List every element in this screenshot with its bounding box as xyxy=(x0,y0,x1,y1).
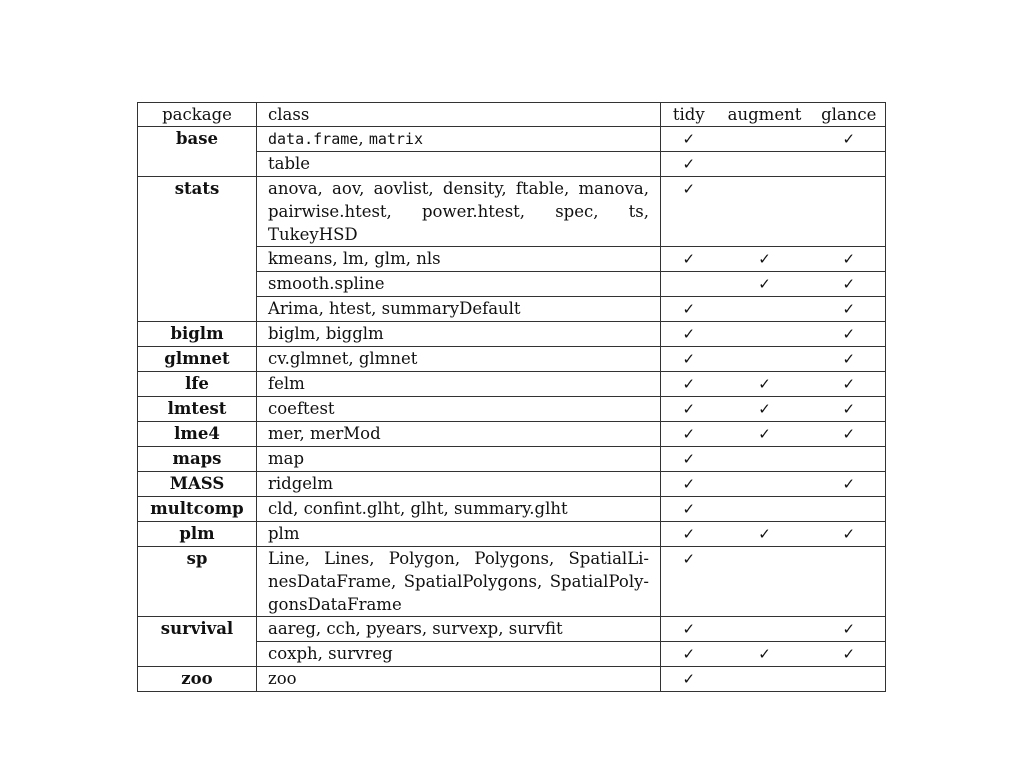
header-row xyxy=(138,103,886,127)
check-icon: ✓ xyxy=(842,645,856,663)
class-cell: zoo xyxy=(257,667,661,692)
check-icon: ✓ xyxy=(758,275,771,293)
augment-cell xyxy=(717,547,813,617)
check-icon: ✓ xyxy=(682,500,696,518)
package-cell: survival xyxy=(138,617,257,667)
tidy-cell xyxy=(661,347,717,372)
check-icon: ✓ xyxy=(842,300,856,318)
package-cell: plm xyxy=(138,522,257,547)
tidy-cell xyxy=(661,422,717,447)
table-row xyxy=(138,347,886,372)
class-cell: kmeans, lm, glm, nls xyxy=(257,247,661,272)
tidy-cell xyxy=(661,127,717,152)
check-icon: ✓ xyxy=(682,425,696,443)
augment-cell xyxy=(717,322,813,347)
check-icon: ✓ xyxy=(758,425,771,443)
check-icon: ✓ xyxy=(842,475,856,493)
check-icon: ✓ xyxy=(758,525,771,543)
header-package: package xyxy=(138,103,257,127)
table-row xyxy=(138,667,886,692)
table-row xyxy=(138,422,886,447)
check-icon: ✓ xyxy=(682,450,696,468)
class-cell: aareg, cch, pyears, survexp, survfit xyxy=(257,617,661,642)
class-code: matrix xyxy=(368,130,423,148)
class-cell: map xyxy=(257,447,661,472)
augment-cell xyxy=(717,297,813,322)
augment-cell xyxy=(717,177,813,247)
package-cell: biglm xyxy=(138,322,257,347)
check-icon: ✓ xyxy=(682,400,696,418)
glance-cell xyxy=(813,127,886,152)
class-cell: anova, aov, aovlist, density, ftable, manova, pairwise.htest, power.htest, spec, ts, TukeyHSD xyxy=(257,177,661,247)
check-icon: ✓ xyxy=(842,525,856,543)
package-cell: lmtest xyxy=(138,397,257,422)
class-cell: table xyxy=(257,152,661,177)
augment-cell xyxy=(717,522,813,547)
check-icon: ✓ xyxy=(682,645,696,663)
glance-cell xyxy=(813,297,886,322)
check-icon: ✓ xyxy=(682,155,696,173)
check-icon: ✓ xyxy=(682,130,696,148)
class-code: data.frame xyxy=(268,130,359,148)
augment-cell xyxy=(717,497,813,522)
check-icon: ✓ xyxy=(842,275,856,293)
augment-cell xyxy=(717,667,813,692)
augment-cell xyxy=(717,642,813,667)
check-icon: ✓ xyxy=(682,250,696,268)
augment-cell xyxy=(717,447,813,472)
tidy-cell xyxy=(661,642,717,667)
package-cell: lme4 xyxy=(138,422,257,447)
check-icon: ✓ xyxy=(682,350,696,368)
augment-cell xyxy=(717,247,813,272)
tidy-cell xyxy=(661,497,717,522)
table-row xyxy=(138,177,886,247)
glance-cell xyxy=(813,547,886,617)
check-icon: ✓ xyxy=(682,375,696,393)
check-icon: ✓ xyxy=(842,350,856,368)
augment-cell xyxy=(717,397,813,422)
glance-cell xyxy=(813,152,886,177)
tidy-cell xyxy=(661,322,717,347)
class-cell: ridgelm xyxy=(257,472,661,497)
check-icon: ✓ xyxy=(842,400,856,418)
table-row xyxy=(138,447,886,472)
augment-cell xyxy=(717,152,813,177)
glance-cell xyxy=(813,247,886,272)
check-icon: ✓ xyxy=(682,620,696,638)
augment-cell xyxy=(717,617,813,642)
tidy-cell xyxy=(661,297,717,322)
augment-cell xyxy=(717,422,813,447)
glance-cell xyxy=(813,272,886,297)
check-icon: ✓ xyxy=(758,250,771,268)
check-icon: ✓ xyxy=(758,645,771,663)
tidy-cell xyxy=(661,472,717,497)
class-cell: plm xyxy=(257,522,661,547)
package-cell: stats xyxy=(138,177,257,322)
package-cell: glmnet xyxy=(138,347,257,372)
glance-cell xyxy=(813,447,886,472)
check-icon: ✓ xyxy=(682,550,696,568)
glance-cell xyxy=(813,642,886,667)
class-cell: coeftest xyxy=(257,397,661,422)
tidy-cell xyxy=(661,617,717,642)
check-icon: ✓ xyxy=(758,400,771,418)
glance-cell xyxy=(813,177,886,247)
header-tidy: tidy xyxy=(661,103,717,127)
check-icon: ✓ xyxy=(682,180,696,198)
table-row xyxy=(138,472,886,497)
package-cell: sp xyxy=(138,547,257,617)
check-icon: ✓ xyxy=(842,130,856,148)
glance-cell xyxy=(813,372,886,397)
class-cell: mer, merMod xyxy=(257,422,661,447)
augment-cell xyxy=(717,272,813,297)
augment-cell xyxy=(717,127,813,152)
check-icon: ✓ xyxy=(682,475,696,493)
package-cell: multcomp xyxy=(138,497,257,522)
check-icon: ✓ xyxy=(842,250,856,268)
glance-cell xyxy=(813,472,886,497)
glance-cell xyxy=(813,397,886,422)
class-cell: Line, Lines, Polygon, Polygons, SpatialLinesDataFrame, SpatialPolygons, SpatialPolygonsDataFrame xyxy=(257,547,661,617)
check-icon: ✓ xyxy=(758,375,771,393)
class-cell: coxph, survreg xyxy=(257,642,661,667)
class-cell: smooth.spline xyxy=(257,272,661,297)
class-cell: biglm, bigglm xyxy=(257,322,661,347)
tidy-cell xyxy=(661,247,717,272)
table-row xyxy=(138,497,886,522)
tidy-cell xyxy=(661,547,717,617)
check-icon: ✓ xyxy=(842,325,856,343)
tidy-cell xyxy=(661,152,717,177)
check-icon: ✓ xyxy=(682,670,696,688)
table-row xyxy=(138,617,886,642)
header-augment: augment xyxy=(717,103,813,127)
tidy-cell xyxy=(661,372,717,397)
tidy-cell xyxy=(661,272,717,297)
check-icon: ✓ xyxy=(682,300,696,318)
table-row xyxy=(138,372,886,397)
check-icon: ✓ xyxy=(842,620,856,638)
header-class: class xyxy=(257,103,661,127)
tidy-cell xyxy=(661,397,717,422)
class-cell: felm xyxy=(257,372,661,397)
glance-cell xyxy=(813,667,886,692)
glance-cell xyxy=(813,322,886,347)
tidy-cell xyxy=(661,522,717,547)
class-cell: cld, confint.glht, glht, summary.glht xyxy=(257,497,661,522)
glance-cell xyxy=(813,422,886,447)
package-class-table xyxy=(137,102,886,692)
glance-cell xyxy=(813,497,886,522)
table-row xyxy=(138,127,886,152)
class-cell: Arima, htest, summaryDefault xyxy=(257,297,661,322)
glance-cell xyxy=(813,347,886,372)
augment-cell xyxy=(717,372,813,397)
glance-cell xyxy=(813,522,886,547)
table-row xyxy=(138,322,886,347)
glance-cell xyxy=(813,617,886,642)
table-row xyxy=(138,547,886,617)
check-icon: ✓ xyxy=(682,525,696,543)
table-row xyxy=(138,397,886,422)
tidy-cell xyxy=(661,177,717,247)
check-icon: ✓ xyxy=(842,425,856,443)
class-cell: data.frame, matrix xyxy=(257,127,661,152)
augment-cell xyxy=(717,347,813,372)
check-icon: ✓ xyxy=(682,325,696,343)
package-cell: zoo xyxy=(138,667,257,692)
header-glance: glance xyxy=(813,103,886,127)
package-cell: maps xyxy=(138,447,257,472)
package-cell: base xyxy=(138,127,257,177)
package-cell: lfe xyxy=(138,372,257,397)
package-cell: MASS xyxy=(138,472,257,497)
tidy-cell xyxy=(661,667,717,692)
table-row xyxy=(138,522,886,547)
check-icon: ✓ xyxy=(842,375,856,393)
class-cell: cv.glmnet, glmnet xyxy=(257,347,661,372)
tidy-cell xyxy=(661,447,717,472)
augment-cell xyxy=(717,472,813,497)
